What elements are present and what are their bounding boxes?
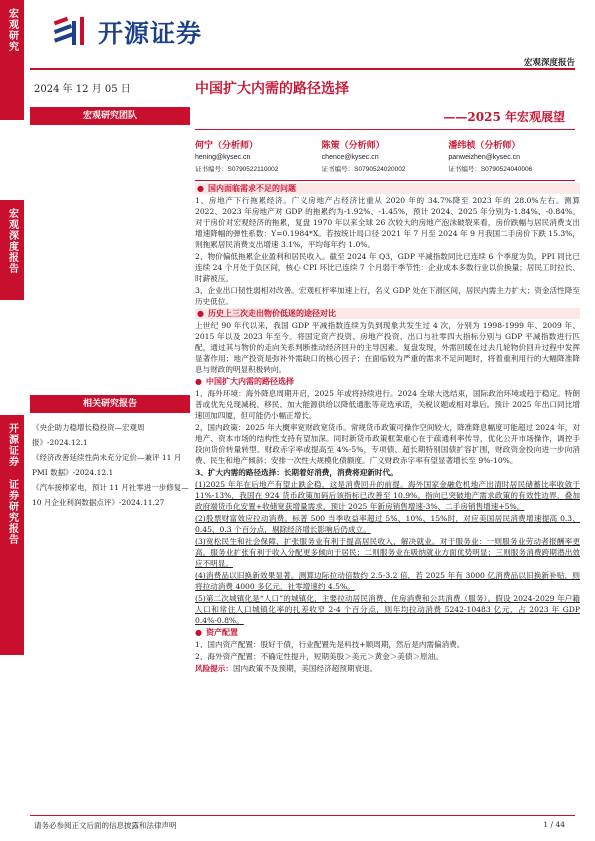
side-label-macro: 宏观研究 bbox=[0, 0, 24, 120]
analyst-name: 潘纬桢（分析师） bbox=[448, 141, 521, 151]
risk-note bbox=[195, 663, 580, 674]
analyst-email[interactable]: chence@kysec.cn bbox=[321, 154, 379, 161]
subtitle-divider bbox=[195, 129, 575, 130]
related-report-link[interactable]: 《央企助力稳增长稳投资—宏观周报》-2024.12.1 bbox=[32, 423, 145, 447]
analyst-cert: 证书编号：S0790524020002 bbox=[321, 166, 406, 173]
related-reports-label: 相关研究报告 bbox=[30, 395, 190, 413]
summary-paragraph: (5)第二次城镇化是“人口”的城镇化，主要拉动居民消费、住房消费和公共消费（服务）。假设 2024-2029 年户籍人口和常住人口城镇化率的扎差收窄 2-4 个百分点，则年均拉动消费 5242-10483 亿元，占 2023 年 GDP 0.4%-0.8%。 bbox=[195, 594, 580, 625]
report-subtitle: ——2025 年宏观展望 bbox=[443, 110, 565, 124]
side-label-securities: 开源证券 证券研究报告 bbox=[0, 415, 24, 655]
summary-paragraph: (4)消费品以旧换新效果显著。测算边际拉动倍数约 2.5-3.2 倍，若 2025 年有 3000 亿消费品以旧换新补贴，则将拉动消费 4000 多亿元，社零增速约 4.5%。 bbox=[195, 571, 580, 591]
section-heading: ● 中国扩大内需的路径选择 bbox=[195, 376, 294, 386]
analyst-name: 陈策（分析师） bbox=[321, 141, 385, 151]
report-title: 中国扩大内需的路径选择 bbox=[195, 81, 349, 97]
related-report-link[interactable]: 《汽车接棒家电，预计 11 月社零进一步修复—10 月企业利润数据点评》-2024.11.27 bbox=[32, 483, 189, 507]
team-label: 宏观研究团队 bbox=[30, 107, 190, 125]
section-heading: ● 历史上三次走出物价低迷的途径对比 bbox=[195, 308, 580, 319]
page-number: 1 / 44 bbox=[543, 820, 565, 829]
logo-text: 开源证券 bbox=[98, 19, 203, 48]
header-divider bbox=[30, 68, 575, 70]
company-logo bbox=[52, 14, 202, 50]
analyst-card bbox=[195, 138, 322, 173]
risk-text: 国内政策不及预期，美国经济超预期衰退。 bbox=[232, 664, 378, 673]
risk-label: 风险提示： bbox=[195, 664, 233, 673]
section-heading: ● 资产配置 bbox=[195, 627, 238, 637]
summary-paragraph: 1、房地产下行拖累经济。广义房地产占经济比重从 2020 年的 34.7%降至 2023 年的 28.0%左右。测算 2022、2023 年房地产对 GDP 的拖累约为-1.92%、-1.45%，预计 2024、2025 年分别为-1.84%、-0.84%。对于房价对宏观经济的拖累，复盘 1970 年以来全球 26 次较大的房地产泡沫破裂来看，房价跌幅与居民消费支出增速降幅的弹性系数：Y=0.1984*X。若按统计局口径 2021 年 7 月至 2024 年 9 月我国二手房价下跌 15.3%，则拖累居民消费支出增速 3.1%，平均每年约 1.0%。 bbox=[195, 196, 580, 249]
analyst-list bbox=[195, 138, 575, 173]
report-summary bbox=[195, 182, 580, 675]
summary-paragraph: 2、物价偏低拖累企业盈利和居民收入。截至 2024 年 Q3，GDP 平减指数同比已连续 6 个季度为负，PPI 同比已连续 24 个月处于负区间，核心 CPI 环比已连续 7 个月弱于季节性：企业成本多数行业以价换量；居民工时拉长、时薪被压。 bbox=[195, 252, 580, 283]
summary-paragraph: 3、扩大内需的路径选择：长期着好消费，消费将迎新时代。 bbox=[195, 468, 398, 477]
bullet-icon: ● bbox=[195, 627, 202, 637]
report-date: 2024 年 12 月 05 日 bbox=[34, 84, 131, 95]
analyst-card bbox=[322, 138, 449, 173]
summary-paragraph: 2、海外资产配置：不确定性提升，短期美股＞美元＞黄金＞美债＞原油。 bbox=[195, 652, 443, 661]
summary-paragraph: 1、国内资产配置：股好于债，行业配置先是科技+顺周期，然后是内需偏消费。 bbox=[195, 640, 465, 649]
summary-paragraph: 2、国内政策：2025 年大概率宽财政宽货币。常规货币政策可操作空间较大，降准降息幅度可能超过 2024 年，对地产、资本市场的结构性支持有望加深。同时新货币政策框架重心在于疏通利率传导，优化公开市场操作，调控手段向货价转量转型。财政赤字率或提高至 4%-5%，专项债、超长期特别国债扩容扩围，财政资金投向进一步向消费、民生和地产倾斜；安排一次性大规模化债额度。广义财政赤字率有望显著增长至 9%-10%。 bbox=[195, 423, 580, 465]
analyst-name: 何宁（分析师） bbox=[195, 141, 259, 151]
analyst-divider bbox=[195, 180, 575, 181]
bullet-icon: ● bbox=[195, 376, 202, 386]
analyst-email[interactable]: hening@kysec.cn bbox=[195, 154, 251, 161]
analyst-card bbox=[448, 138, 575, 173]
section-heading: ● 国内面临需求不足的问题 bbox=[195, 183, 580, 194]
related-reports-list bbox=[32, 420, 192, 510]
side-label-depth: 宏观深度报告 bbox=[0, 200, 24, 300]
summary-paragraph: 3、企业出口韧性弱相对改善。宏观杠杆率加速上行，名义 GDP 处在下滑区间，居民内需主力扩大；资金活性降至历史低位。 bbox=[195, 286, 580, 306]
footer-disclaimer: 请务必参阅正文后面的信息披露和法律声明 bbox=[34, 821, 177, 830]
summary-paragraph: (1)2025 年年在后地产有望止跌企稳，这是消费回升的前提。海外国家金融危机地产出清时居民储蓄比率收敛于 11%-13%，我国在 924 货币政策加码后该指标已改善至 10.9%。指向已突破地产需求政策的有效性边界，叠加政府端货币化安置+收储宽获增量需求，预计 2025 年新房销售增速-3%、二手房销售增速+5%。 bbox=[195, 480, 580, 511]
logo-mark-icon bbox=[52, 15, 90, 49]
analyst-cert: 证书编号：S0790522110002 bbox=[195, 166, 279, 173]
footer-divider bbox=[30, 815, 575, 816]
analyst-email[interactable]: panweizhen@kysec.cn bbox=[448, 154, 521, 161]
bullet-icon: ● bbox=[197, 308, 204, 318]
summary-paragraph: 1、海外环境：海外降息周期开启，2025 年或将持续进行。2024 全球大选结束，国际政治环境或趋于稳定。特朗普或优先兑现减税、移民、加大能源供给以降低通胀等竞选承诺，关税议题或相对靠后。预计 2025 年出口同比增速回加四厦，但可能仍小幅正增长。 bbox=[195, 389, 580, 420]
related-report-link[interactable]: 《经济改善延续性尚未充分定价—兼评 11 月 PMI 数据》-2024.12.1 bbox=[32, 453, 182, 477]
bullet-icon: ● bbox=[197, 183, 204, 193]
analyst-cert: 证书编号：S0790524040006 bbox=[448, 166, 533, 173]
summary-paragraph: (2)股票财富效应拉动消费。标普 500 当季收益率超过 5%、10%、15%时，对应美国居民消费增速提高 0.3、0.45、0.3 个百分点，剔除经济增长影响后仍成立。 bbox=[195, 514, 580, 534]
summary-paragraph: 上世纪 90 年代以来，我国 GDP 平减指数连续为负到现象共发生过 4 次，分别为 1998-1999 年、2009 年、2015 年以及 2023 年至今。将国定资产投资、房地产投资、出口与社零四大指标分别与 GDP 平减指数进行匹配，通过其与物价的走向关系判断推动经济回升的主导因素。复盘发现，外需回暖在过去几轮物价回升过程中发挥显著作用；地产投资是弥补外需缺口的核心因子；在面临较为严重的需求不足问题时，将着重利用行的大幅降准降息与财政的明显积极转向。 bbox=[195, 321, 580, 374]
report-type: 宏观深度报告 bbox=[523, 58, 575, 68]
summary-paragraph: (3)宽松民生和社会保障、扩张服务业有利于提高居民收入，解决就业。对于服务业：一则服务业劳动者报酬率更高，服务业扩张有利于收入分配更多倾向于居民；二则服务业在吸纳就业方面优势明显；三则服务消费跨期潜出效应不明显。 bbox=[195, 537, 580, 568]
